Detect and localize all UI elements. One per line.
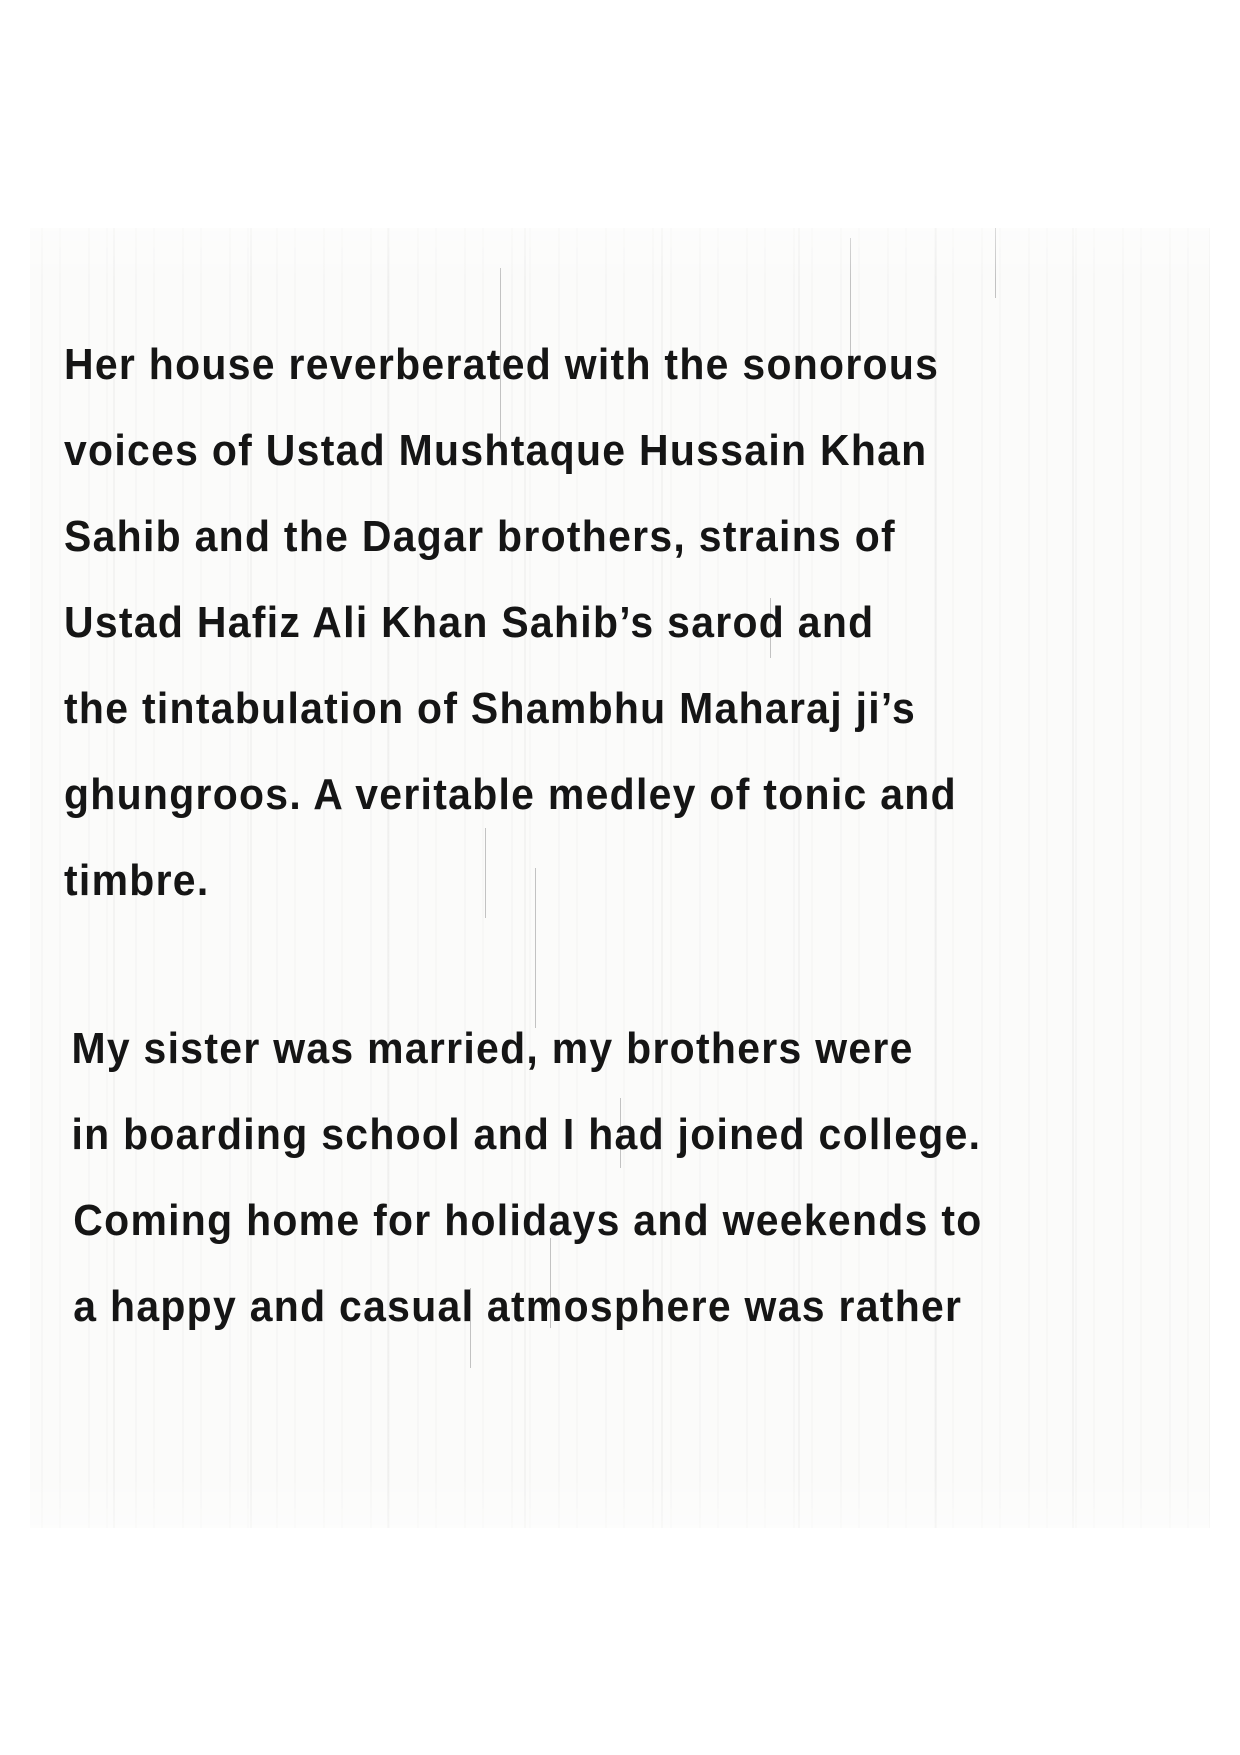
text-line: Her house reverberated with the sonorous (64, 340, 940, 389)
document-body (64, 322, 1106, 1350)
text-line: the tintabulation of Shambhu Maharaj ji’s (64, 684, 917, 733)
text-line: ghungroos. A veritable medley of tonic and (64, 770, 957, 819)
text-line: a happy and casual atmosphere was rather (73, 1282, 963, 1331)
text-line: Ustad Hafiz Ali Khan Sahib’s sarod and (64, 598, 875, 647)
paragraph-2 (64, 1006, 1106, 1350)
paper-fibre (995, 228, 996, 298)
paragraph-1 (64, 322, 1106, 924)
text-line: Coming home for holidays and weekends to (73, 1196, 983, 1245)
text-line: My sister was married, my brothers were (71, 1024, 914, 1073)
text-line: in boarding school and I had joined college. (71, 1110, 982, 1159)
text-line: voices of Ustad Mushtaque Hussain Khan (64, 426, 928, 475)
text-line: Sahib and the Dagar brothers, strains of (64, 512, 896, 561)
text-line: timbre. (64, 856, 210, 905)
